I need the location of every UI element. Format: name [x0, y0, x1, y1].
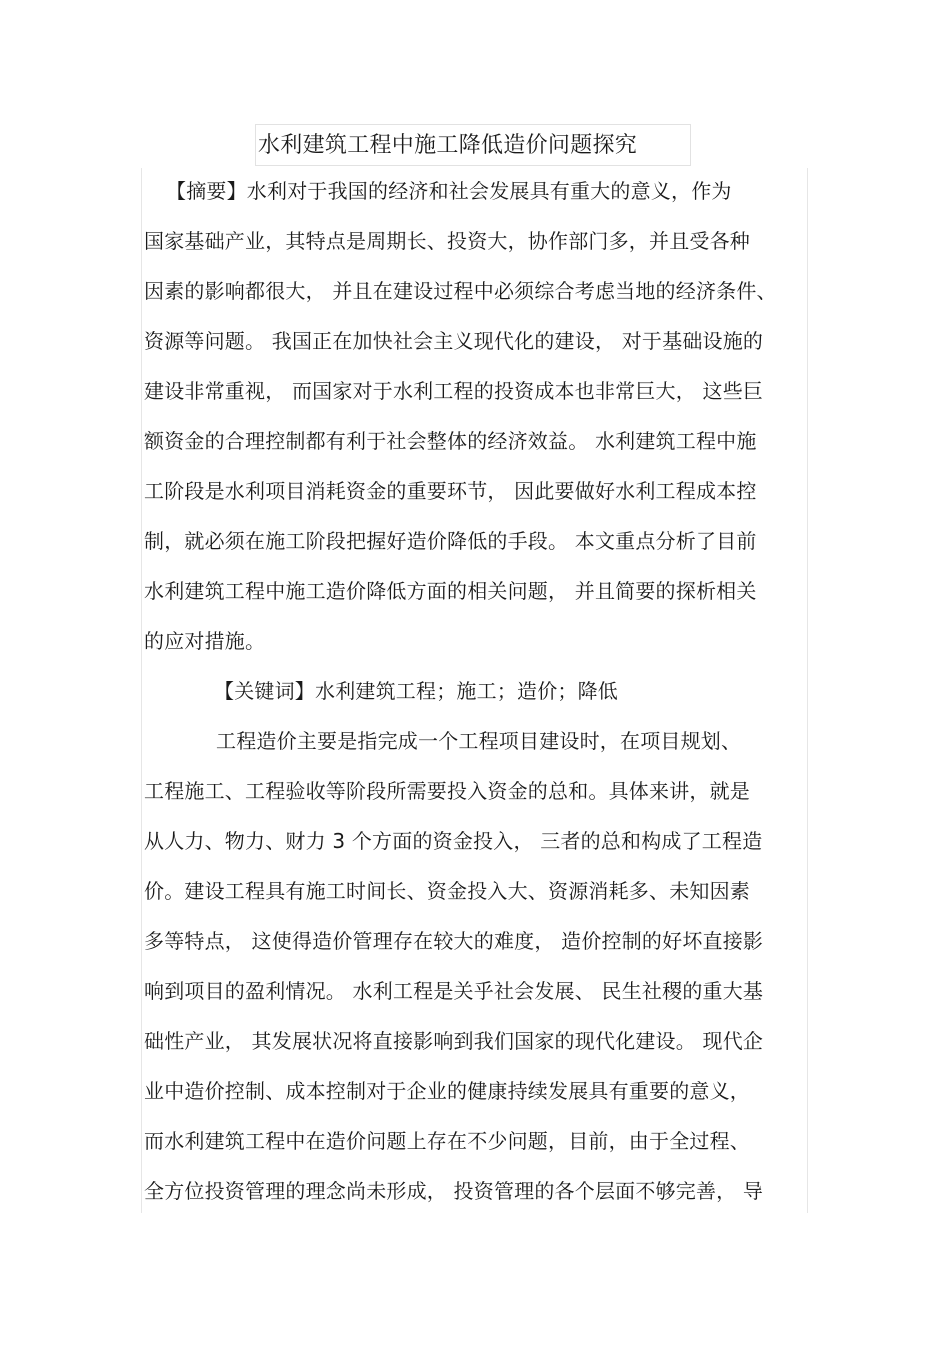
body-line: 工程造价主要是指完成一个工程项目建设时，在项目规划、	[216, 729, 742, 753]
body-line: 响到项目的盈利情况。 水利工程是关乎社会发展、 民生社稷的重大基	[144, 979, 764, 1003]
abstract-line: 因素的影响都很大， 并且在建设过程中必须综合考虑当地的经济条件、	[144, 279, 777, 303]
body-line: 多等特点， 这使得造价管理存在较大的难度， 造价控制的好坏直接影	[144, 929, 764, 953]
document-title: 水利建筑工程中施工降低造价问题探究	[258, 133, 638, 158]
abstract-line: 资源等问题。 我国正在加快社会主义现代化的建设， 对于基础设施的	[144, 329, 764, 353]
body-line: 而水利建筑工程中在造价问题上存在不少问题，目前，由于全过程、	[144, 1129, 750, 1153]
body-line: 全方位投资管理的理念尚未形成， 投资管理的各个层面不够完善， 导	[144, 1179, 764, 1203]
abstract-line: 国家基础产业，其特点是周期长、投资大，协作部门多，并且受各种	[144, 229, 750, 253]
body-line: 础性产业， 其发展状况将直接影响到我们国家的现代化建设。 现代企	[144, 1029, 764, 1053]
keywords-line: 【关键词】水利建筑工程；施工；造价；降低	[214, 679, 618, 703]
abstract-line: 工阶段是水利项目消耗资金的重要环节， 因此要做好水利工程成本控	[144, 479, 757, 503]
abstract-line: 制，就必须在施工阶段把握好造价降低的手段。 本文重点分析了目前	[144, 529, 757, 553]
body-line: 工程施工、工程验收等阶段所需要投入资金的总和。具体来讲，就是	[144, 779, 750, 803]
body-line: 从人力、物力、财力 3 个方面的资金投入， 三者的总和构成了工程造	[144, 829, 763, 853]
body-line: 业中造价控制、成本控制对于企业的健康持续发展具有重要的意义，	[144, 1079, 750, 1103]
abstract-line: 的应对措施。	[144, 629, 266, 653]
abstract-line: 额资金的合理控制都有利于社会整体的经济效益。 水利建筑工程中施	[144, 429, 757, 453]
abstract-line: 【摘要】水利对于我国的经济和社会发展具有重大的意义，作为	[166, 179, 732, 203]
body-line: 价。建设工程具有施工时间长、资金投入大、资源消耗多、未知因素	[144, 879, 750, 903]
abstract-line: 建设非常重视， 而国家对于水利工程的投资成本也非常巨大， 这些巨	[144, 379, 764, 403]
abstract-line: 水利建筑工程中施工造价降低方面的相关问题， 并且简要的探析相关	[144, 579, 757, 603]
